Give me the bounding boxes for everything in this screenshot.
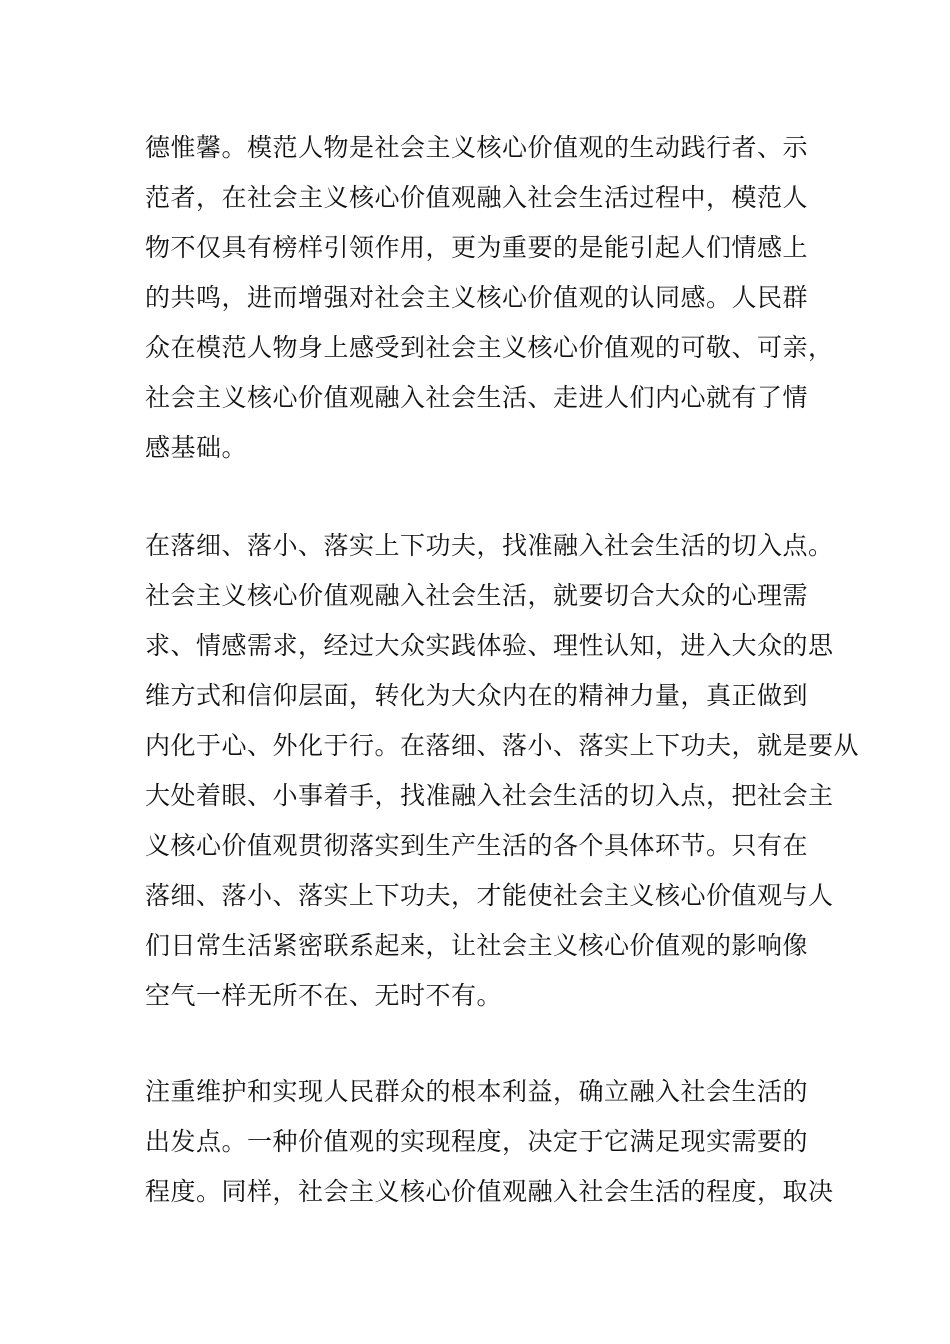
paragraph-3 — [145, 1067, 834, 1217]
paragraph-2-line-10: 空气一样无所不在、无时不有。 — [145, 981, 503, 1010]
paragraph-2-line-6: 大处着眼、小事着手，找准融入社会生活的切入点，把社会主 — [145, 781, 834, 810]
paragraph-1-line-7: 感基础。 — [145, 433, 248, 462]
paragraph-2-line-5: 内化于心、外化于行。在落细、落小、落实上下功夫，就是要从 — [145, 731, 860, 760]
paragraph-2-line-7: 义核心价值观贯彻落实到生产生活的各个具体环节。只有在 — [145, 831, 809, 860]
paragraph-1-line-6: 社会主义核心价值观融入社会生活、走进人们内心就有了情 — [145, 383, 809, 412]
paragraph-2-line-8: 落细、落小、落实上下功夫，才能使社会主义核心价值观与人 — [145, 881, 834, 910]
paragraph-1-line-5: 众在模范人物身上感受到社会主义核心价值观的可敬、可亲， — [145, 333, 834, 362]
paragraph-2-line-2: 社会主义核心价值观融入社会生活，就要切合大众的心理需 — [145, 581, 809, 610]
paragraph-1-line-1: 德惟馨。模范人物是社会主义核心价值观的生动践行者、示 — [145, 133, 809, 162]
paragraph-1 — [145, 123, 834, 473]
paragraph-2-line-1: 在落细、落小、落实上下功夫，找准融入社会生活的切入点。 — [145, 531, 834, 560]
paragraph-2 — [145, 521, 860, 1021]
paragraph-1-line-2: 范者，在社会主义核心价值观融入社会生活过程中，模范人 — [145, 183, 809, 212]
paragraph-3-line-3: 程度。同样，社会主义核心价值观融入社会生活的程度，取决 — [145, 1177, 834, 1206]
paragraph-3-line-1: 注重维护和实现人民群众的根本利益，确立融入社会生活的 — [145, 1077, 809, 1106]
paragraph-2-line-4: 维方式和信仰层面，转化为大众内在的精神力量，真正做到 — [145, 681, 809, 710]
paragraph-3-line-2: 出发点。一种价值观的实现程度，决定于它满足现实需要的 — [145, 1127, 809, 1156]
paragraph-2-line-9: 们日常生活紧密联系起来，让社会主义核心价值观的影响像 — [145, 931, 809, 960]
paragraph-1-line-3: 物不仅具有榜样引领作用，更为重要的是能引起人们情感上 — [145, 233, 809, 262]
paragraph-1-line-4: 的共鸣，进而增强对社会主义核心价值观的认同感。人民群 — [145, 283, 809, 312]
paragraph-2-line-3: 求、情感需求，经过大众实践体验、理性认知，进入大众的思 — [145, 631, 834, 660]
